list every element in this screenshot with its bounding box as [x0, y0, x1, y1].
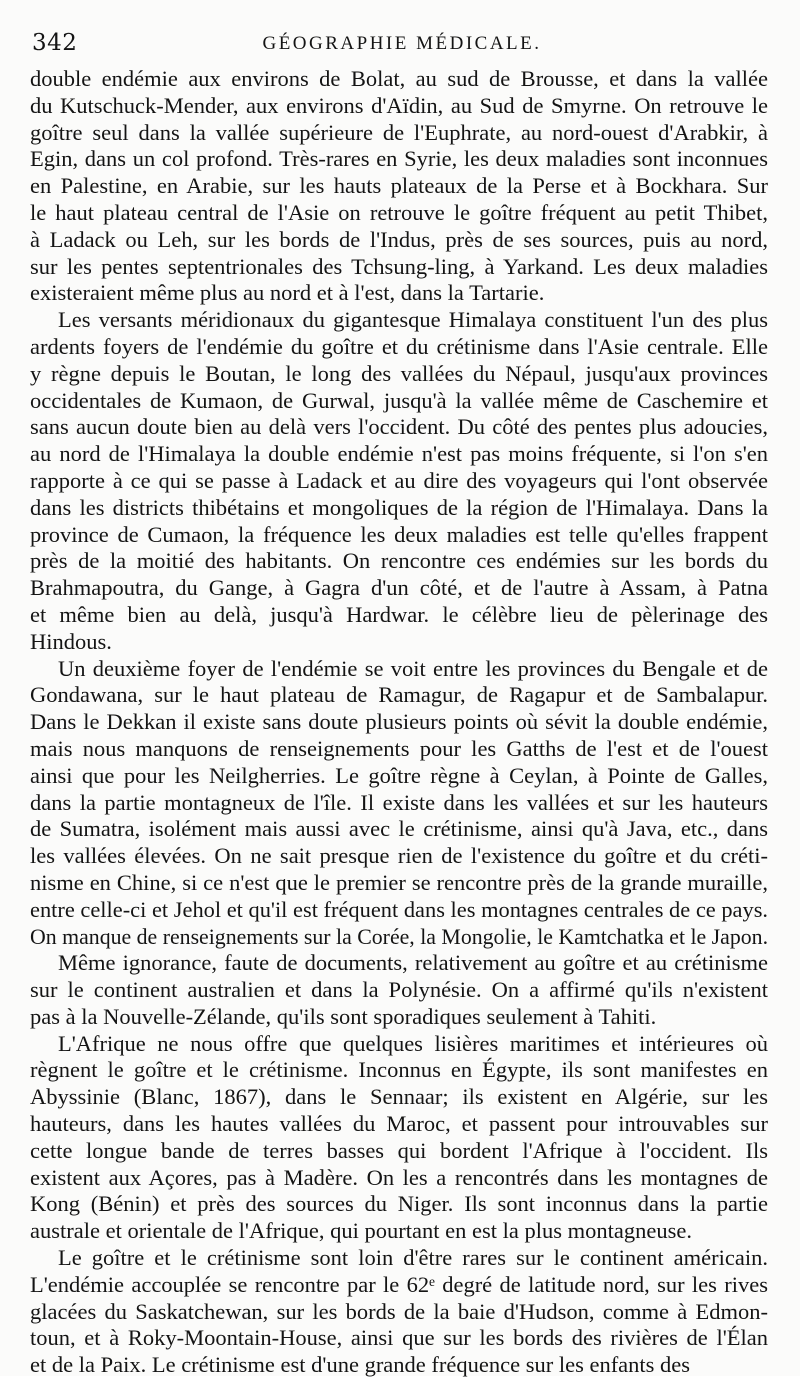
text-line: rapporte à ce qui se passe à Ladack et au dire des voyageurs qui l'ont observée	[30, 467, 768, 493]
text-line: pas à la Nouvelle-Zélande, qu'ils sont sporadiques seulement à Tahiti.	[30, 1003, 657, 1029]
text-line: cette longue bande de terres basses qui bordent l'Afrique à l'occident. Ils	[30, 1137, 768, 1163]
text-line: ardents foyers de l'endémie du goître et du crétinisme dans l'Asie centrale. Elle	[30, 333, 768, 359]
text-line: et de la Paix. Le crétinisme est d'une grande fréquence sur les enfants des	[30, 1352, 691, 1378]
text-line: du Kutschuck-Mender, aux environs d'Aïdin, au Sud de Smyrne. On retrouve le	[30, 92, 768, 118]
text-line: goître seul dans la vallée supérieure de l'Euphrate, au nord-ouest d'Arabkir, à	[30, 119, 768, 145]
text-line: Gondawana, sur le haut plateau de Ramagur, de Ragapur et de Sambalapur.	[30, 682, 768, 708]
text-line: mais nous manquons de renseignements pour les Gatths de l'est et de l'ouest	[30, 735, 768, 761]
text-line: Le goître et le crétinisme sont loin d'être rares sur le continent américain.	[58, 1245, 768, 1271]
text-line: Hindous.	[30, 628, 112, 654]
text-line: province de Cumaon, la fréquence les deux maladies est telle qu'elles frappent	[30, 521, 768, 547]
text-line: dans les districts thibétains et mongoliques de la région de l'Himalaya. Dans la	[30, 494, 768, 520]
text-line: Egin, dans un col profond. Très-rares en Syrie, les deux maladies sont inconnues	[30, 146, 768, 172]
text-line: sans aucun doute bien au delà vers l'occident. Du côté des pentes plus adoucies,	[30, 414, 768, 440]
page-number: 342	[32, 30, 78, 56]
text-line: et même bien au delà, jusqu'à Hardwar. le célèbre lieu de pèlerinage des	[30, 601, 768, 627]
text-line: existent aux Açores, pas à Madère. On les a rencontrés dans les montagnes de	[30, 1164, 768, 1190]
text-line: au nord de l'Himalaya la double endémie n'est pas moins fréquente, si l'on s'en	[30, 441, 768, 467]
text-line: nisme en Chine, si ce n'est que le premier se rencontre près de la grande muraille,	[30, 869, 768, 895]
text-line: près de la moitié des habitants. On rencontre ces endémies sur les bords du	[30, 548, 768, 574]
text-line: en Palestine, en Arabie, sur les hauts plateaux de la Perse et à Bockhara. Sur	[30, 173, 768, 199]
text-line: Même ignorance, faute de documents, relativement au goître et au crétinisme	[58, 950, 768, 976]
text-line: On manque de renseignements sur la Corée, la Mongolie, le Kamtchatka et le Japon.	[30, 923, 769, 949]
text-line: sur le continent australien et dans la Polynésie. On a affirmé qu'ils n'existent	[30, 977, 768, 1003]
text-line: de Sumatra, isolément mais aussi avec le crétinisme, ainsi qu'à Java, etc., dans	[30, 816, 768, 842]
text-line: Un deuxième foyer de l'endémie se voit entre les provinces du Bengale et de	[58, 655, 768, 681]
paragraph	[30, 66, 768, 307]
text-line: sur les pentes septentrionales des Tchsung-ling, à Yarkand. Les deux maladies	[30, 253, 768, 279]
text-line: Dans le Dekkan il existe sans doute plusieurs points où sévit la double endémie,	[30, 709, 768, 735]
text-line: Les versants méridionaux du gigantesque Himalaya constituent l'un des plus	[58, 307, 768, 333]
text-line: existeraient même plus au nord et à l'est, dans la Tartarie.	[30, 280, 545, 306]
text-line: toun, et à Roky-Moontain-House, ainsi que sur les bords des rivières de l'Élan	[30, 1325, 768, 1351]
text-line: occidentales de Kumaon, de Gurwal, jusqu'à la vallée même de Caschemire et	[30, 387, 768, 413]
paragraph	[30, 656, 768, 951]
text-line: Brahmapoutra, du Gange, à Gagra d'un côté, et de l'autre à Assam, à Patna	[30, 575, 768, 601]
text-line: ainsi que pour les Neilgherries. Le goître règne à Ceylan, à Pointe de Galles,	[30, 762, 768, 788]
text-line: entre celle-ci et Jehol et qu'il est fréquent dans les montagnes centrales de ce pays.	[30, 896, 769, 922]
page-header	[32, 30, 772, 58]
text-line: dans la partie montagneux de l'île. Il existe dans les vallées et sur les hauteurs	[30, 789, 768, 815]
text-line: règnent le goître et le crétinisme. Inconnus en Égypte, ils sont manifestes en	[30, 1057, 768, 1083]
text-line: double endémie aux environs de Bolat, au sud de Brousse, et dans la vallée	[30, 66, 768, 91]
text-line: glacées du Saskatchewan, sur les bords de la baie d'Hudson, comme à Edmon-	[30, 1298, 768, 1324]
text-line: les vallées élevées. On ne sait presque rien de l'existence du goître et du créti-	[30, 843, 768, 869]
text-line: y règne depuis le Boutan, le long des vallées du Népaul, jusqu'aux provinces	[30, 360, 768, 386]
running-title: GÉOGRAPHIE MÉDICALE.	[262, 33, 542, 54]
paragraph	[30, 307, 768, 655]
text-line: L'Afrique ne nous offre que quelques lisières maritimes et intérieures où	[58, 1030, 768, 1056]
text-line: australe et orientale de l'Afrique, qui pourtant en est la plus montagneuse.	[30, 1218, 692, 1244]
text-line: Abyssinie (Blanc, 1867), dans le Sennaar; ils existent en Algérie, sur les	[30, 1084, 768, 1110]
text-line: L'endémie accouplée se rencontre par le 62ᵉ degré de latitude nord, sur les rives	[30, 1271, 768, 1297]
paragraph	[30, 950, 768, 1030]
text-line: hauteurs, dans les hautes vallées du Maroc, et passent pour introuvables sur	[30, 1111, 768, 1137]
text-line: le haut plateau central de l'Asie on retrouve le goître fréquent au petit Thibet,	[30, 199, 768, 225]
paragraph	[30, 1245, 768, 1379]
text-line: Kong (Bénin) et près des sources du Niger. Ils sont inconnus dans la partie	[30, 1191, 768, 1217]
body-text	[30, 66, 768, 1379]
text-line: à Ladack ou Leh, sur les bords de l'Indus, près de ses sources, puis au nord,	[30, 226, 768, 252]
paragraph	[30, 1031, 768, 1245]
